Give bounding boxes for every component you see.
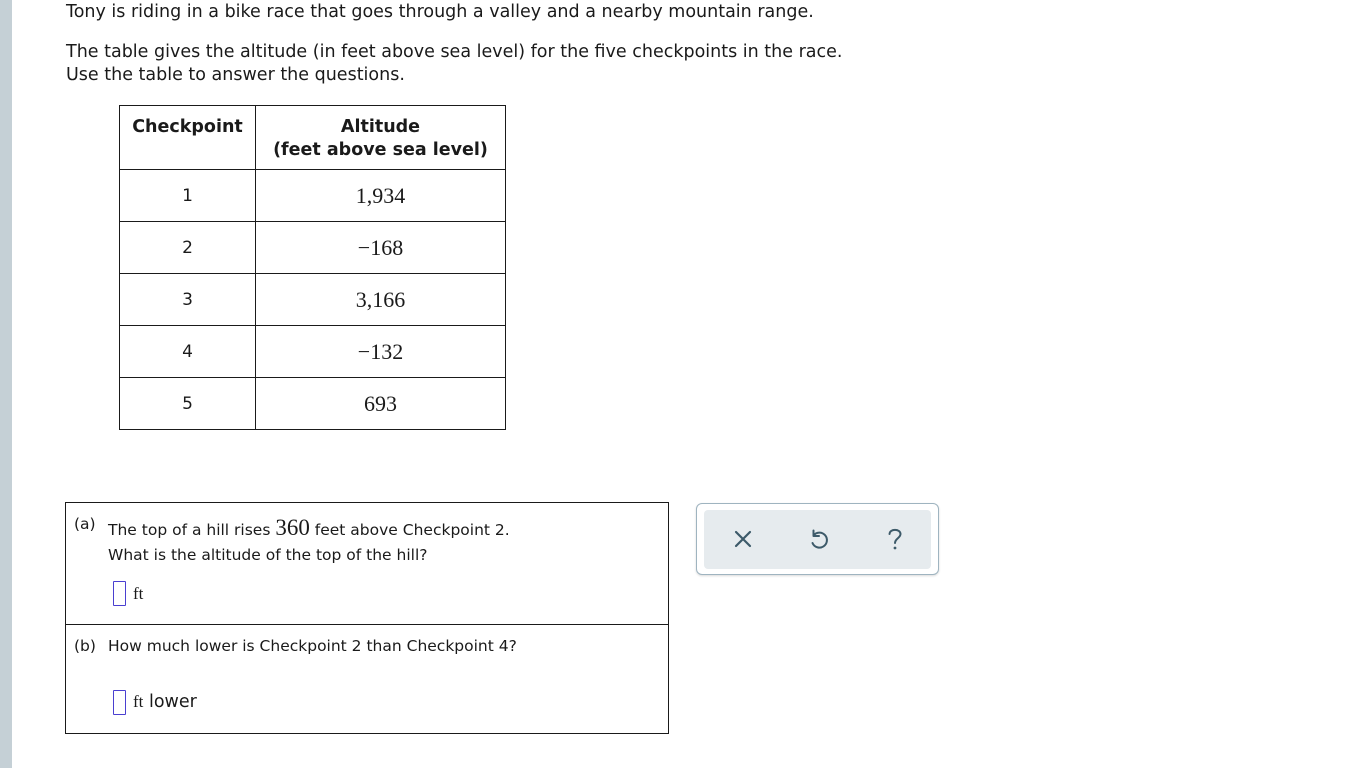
checkpoint-cell: 2 xyxy=(120,222,256,274)
answer-tools-bar xyxy=(704,510,931,569)
help-icon xyxy=(878,522,912,556)
part-b-label: (b) xyxy=(74,637,96,655)
altitude-table xyxy=(119,105,506,430)
clear-button[interactable] xyxy=(726,522,760,556)
help-button[interactable] xyxy=(878,522,912,556)
table-row xyxy=(120,170,506,222)
table-header-row xyxy=(120,106,506,170)
part-b-unit-ft: ft xyxy=(133,692,144,711)
instructions xyxy=(66,41,842,87)
part-b-unit-suffix: lower xyxy=(143,692,197,712)
checkpoint-cell: 1 xyxy=(120,170,256,222)
question-part-b xyxy=(66,625,668,733)
header-altitude-line2: (feet above sea level) xyxy=(273,140,488,160)
checkpoint-cell: 4 xyxy=(120,326,256,378)
intro-text: Tony is riding in a bike race that goes through a valley and a nearby mountain range. xyxy=(66,2,814,22)
header-checkpoint: Checkpoint xyxy=(120,106,256,170)
part-a-label: (a) xyxy=(74,515,96,533)
undo-button[interactable] xyxy=(802,522,836,556)
part-a-unit: ft xyxy=(133,584,144,603)
part-a-text-before: The top of a hill rises xyxy=(108,521,276,539)
instructions-line-2: Use the table to answer the questions. xyxy=(66,65,405,85)
altitude-cell: −132 xyxy=(256,326,506,378)
part-a-question xyxy=(108,515,510,541)
left-sidebar-strip xyxy=(0,0,12,768)
checkpoint-cell: 3 xyxy=(120,274,256,326)
table-row xyxy=(120,222,506,274)
close-icon xyxy=(726,522,760,556)
header-altitude-line1: Altitude xyxy=(340,117,421,137)
altitude-cell: 3,166 xyxy=(256,274,506,326)
header-altitude xyxy=(256,106,506,170)
question-part-a xyxy=(66,503,668,625)
table-row xyxy=(120,326,506,378)
checkpoint-cell: 5 xyxy=(120,378,256,430)
part-a-question-line2: What is the altitude of the top of the hill? xyxy=(108,546,428,564)
questions-box xyxy=(65,502,669,734)
part-a-text-after: feet above Checkpoint 2. xyxy=(309,521,510,539)
table-row xyxy=(120,274,506,326)
table-row xyxy=(120,378,506,430)
part-a-answer-input[interactable] xyxy=(113,581,126,606)
undo-icon xyxy=(802,522,836,556)
part-b-answer-input[interactable] xyxy=(113,690,126,715)
altitude-cell: 1,934 xyxy=(256,170,506,222)
part-b-unit xyxy=(133,692,197,712)
altitude-cell: −168 xyxy=(256,222,506,274)
answer-tools-panel xyxy=(696,503,939,575)
altitude-cell: 693 xyxy=(256,378,506,430)
part-b-question: How much lower is Checkpoint 2 than Checkpoint 4? xyxy=(108,637,517,655)
instructions-line-1: The table gives the altitude (in feet above sea level) for the five checkpoints in the race. xyxy=(66,42,843,62)
part-a-number: 360 xyxy=(275,515,310,540)
